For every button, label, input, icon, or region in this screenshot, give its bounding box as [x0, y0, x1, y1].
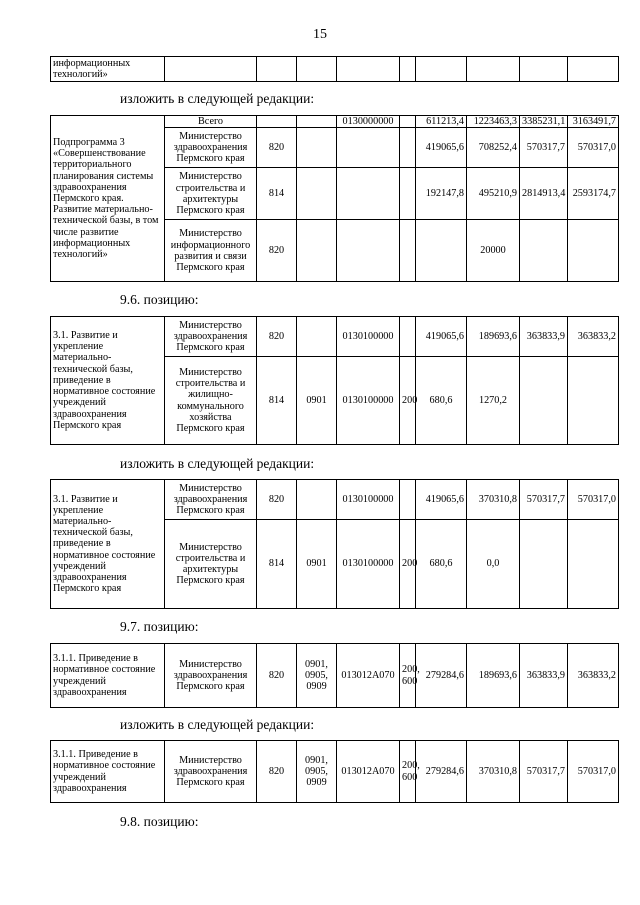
value-cell: 1270,2 [467, 357, 520, 445]
rz-cell [297, 128, 337, 168]
value-cell: 189693,6 [467, 317, 520, 357]
grbs-cell: 820 [257, 317, 297, 357]
rz-cell: 0901 [297, 357, 337, 445]
grbs-cell: 814 [257, 357, 297, 445]
table-row [51, 741, 619, 803]
page-number: 15 [313, 27, 327, 42]
program-name: 3.1. Развитие и укрепление материально-технической базы, приведение в нормативное состояние учреждений здравоохранения Пермского края [51, 480, 165, 609]
rz-cell: 0901 [297, 520, 337, 609]
value-cell [568, 220, 619, 282]
value-cell: 189693,6 [467, 644, 520, 708]
value-cell [520, 520, 568, 609]
grbs-cell: 820 [257, 128, 297, 168]
csr-cell: 0130100000 [337, 357, 400, 445]
rz-cell [297, 116, 337, 128]
instruction-heading: изложить в следующей редакции: [120, 91, 315, 106]
value-cell [520, 357, 568, 445]
csr-cell: 0130000000 [337, 116, 400, 128]
value-cell: 363833,2 [568, 317, 619, 357]
vr-cell: 200 [400, 520, 416, 609]
ministry-cell: Министерство здравоохранения Пермского края [165, 128, 257, 168]
value-cell: 570317,0 [568, 741, 619, 803]
value-cell: 0,0 [467, 520, 520, 609]
value-cell: 495210,9 [467, 168, 520, 220]
vr-cell [400, 116, 416, 128]
ministry-cell: Министерство здравоохранения Пермского края [165, 480, 257, 520]
budget-table-continuation [50, 56, 619, 82]
grbs-cell: 814 [257, 520, 297, 609]
position-heading: 9.6. позицию: [120, 292, 199, 307]
value-cell: 1223463,3 [467, 116, 520, 128]
position-heading: 9.7. позицию: [120, 619, 199, 634]
value-cell: 2593174,7 [568, 168, 619, 220]
instruction-heading: изложить в следующей редакции: [120, 456, 315, 471]
value-cell: 370310,8 [467, 741, 520, 803]
ministry-cell: Министерство здравоохранения Пермского края [165, 644, 257, 708]
vr-cell [400, 168, 416, 220]
value-cell: 708252,4 [467, 128, 520, 168]
program-name: 3.1.1. Приведение в нормативное состояние учреждений здравоохранения [51, 644, 165, 708]
table-row [51, 480, 619, 520]
budget-table-3-1-old [50, 316, 619, 445]
rz-cell [297, 480, 337, 520]
grbs-cell: 820 [257, 220, 297, 282]
csr-cell: 013012А070 [337, 644, 400, 708]
ministry-cell: Министерство здравоохранения Пермского края [165, 741, 257, 803]
instruction-heading: изложить в следующей редакции: [120, 717, 315, 732]
rz-cell [297, 168, 337, 220]
grbs-cell: 820 [257, 741, 297, 803]
budget-table-3-1-1-new [50, 740, 619, 803]
value-cell [568, 357, 619, 445]
program-name: информационных технологий» [51, 57, 165, 82]
ministry-cell: Министерство строительства и жилищно-коммунального хозяйства Пермского края [165, 357, 257, 445]
csr-cell [337, 128, 400, 168]
table-row [51, 116, 619, 128]
csr-cell [337, 220, 400, 282]
budget-table-subprogram-3-new [50, 115, 619, 282]
csr-cell: 0130100000 [337, 317, 400, 357]
ministry-cell: Министерство строительства и архитектуры Пермского края [165, 168, 257, 220]
budget-table-3-1-new [50, 479, 619, 609]
rz-cell [297, 317, 337, 357]
value-cell: 680,6 [416, 357, 467, 445]
value-cell: 363833,2 [568, 644, 619, 708]
vr-cell [400, 128, 416, 168]
value-cell: 419065,6 [416, 317, 467, 357]
value-cell: 570317,7 [520, 128, 568, 168]
value-cell: 3385231,1 [520, 116, 568, 128]
csr-cell: 0130100000 [337, 480, 400, 520]
rz-cell [297, 220, 337, 282]
value-cell: 363833,9 [520, 644, 568, 708]
value-cell: 419065,6 [416, 128, 467, 168]
value-cell [568, 520, 619, 609]
value-cell: 570317,0 [568, 128, 619, 168]
value-cell: 570317,7 [520, 480, 568, 520]
value-cell: 2814913,4 [520, 168, 568, 220]
table-row [51, 644, 619, 708]
ministry-cell: Министерство информационного развития и связи Пермского края [165, 220, 257, 282]
value-cell: 3163491,7 [568, 116, 619, 128]
value-cell: 279284,6 [416, 644, 467, 708]
budget-table-3-1-1-old [50, 643, 619, 708]
ministry-cell: Министерство строительства и архитектуры Пермского края [165, 520, 257, 609]
position-heading: 9.8. позицию: [120, 814, 199, 829]
grbs-cell: 814 [257, 168, 297, 220]
table-row [51, 57, 619, 82]
vr-cell [400, 220, 416, 282]
program-name: 3.1. Развитие и укрепление материально-технической базы, приведение в нормативное состояние учреждений здравоохранения Пермского края [51, 317, 165, 445]
csr-cell: 013012А070 [337, 741, 400, 803]
vr-cell [400, 317, 416, 357]
value-cell: 570317,0 [568, 480, 619, 520]
value-cell: 611213,4 [416, 116, 467, 128]
grbs-cell [257, 116, 297, 128]
vr-cell: 200, 600 [400, 644, 416, 708]
value-cell: 570317,7 [520, 741, 568, 803]
rz-cell: 0901, 0905, 0909 [297, 644, 337, 708]
value-cell: 20000 [467, 220, 520, 282]
grbs-cell: 820 [257, 480, 297, 520]
value-cell: 370310,8 [467, 480, 520, 520]
value-cell [520, 220, 568, 282]
table-row [51, 317, 619, 357]
csr-cell: 0130100000 [337, 520, 400, 609]
program-name: Подпрограмма 3 «Совершенствование территориального планирования системы здравоохранения Пермского края. Развитие материально-технической базы, в том числе развитие информационных технологий» [51, 116, 165, 282]
vr-cell: 200 [400, 357, 416, 445]
program-name: 3.1.1. Приведение в нормативное состояние учреждений здравоохранения [51, 741, 165, 803]
vr-cell: 200, 600 [400, 741, 416, 803]
value-cell: 279284,6 [416, 741, 467, 803]
value-cell: 680,6 [416, 520, 467, 609]
csr-cell [337, 168, 400, 220]
ministry-cell: Всего [165, 116, 257, 128]
rz-cell: 0901, 0905, 0909 [297, 741, 337, 803]
vr-cell [400, 480, 416, 520]
value-cell [416, 220, 467, 282]
value-cell: 419065,6 [416, 480, 467, 520]
ministry-cell: Министерство здравоохранения Пермского края [165, 317, 257, 357]
value-cell: 192147,8 [416, 168, 467, 220]
grbs-cell: 820 [257, 644, 297, 708]
value-cell: 363833,9 [520, 317, 568, 357]
